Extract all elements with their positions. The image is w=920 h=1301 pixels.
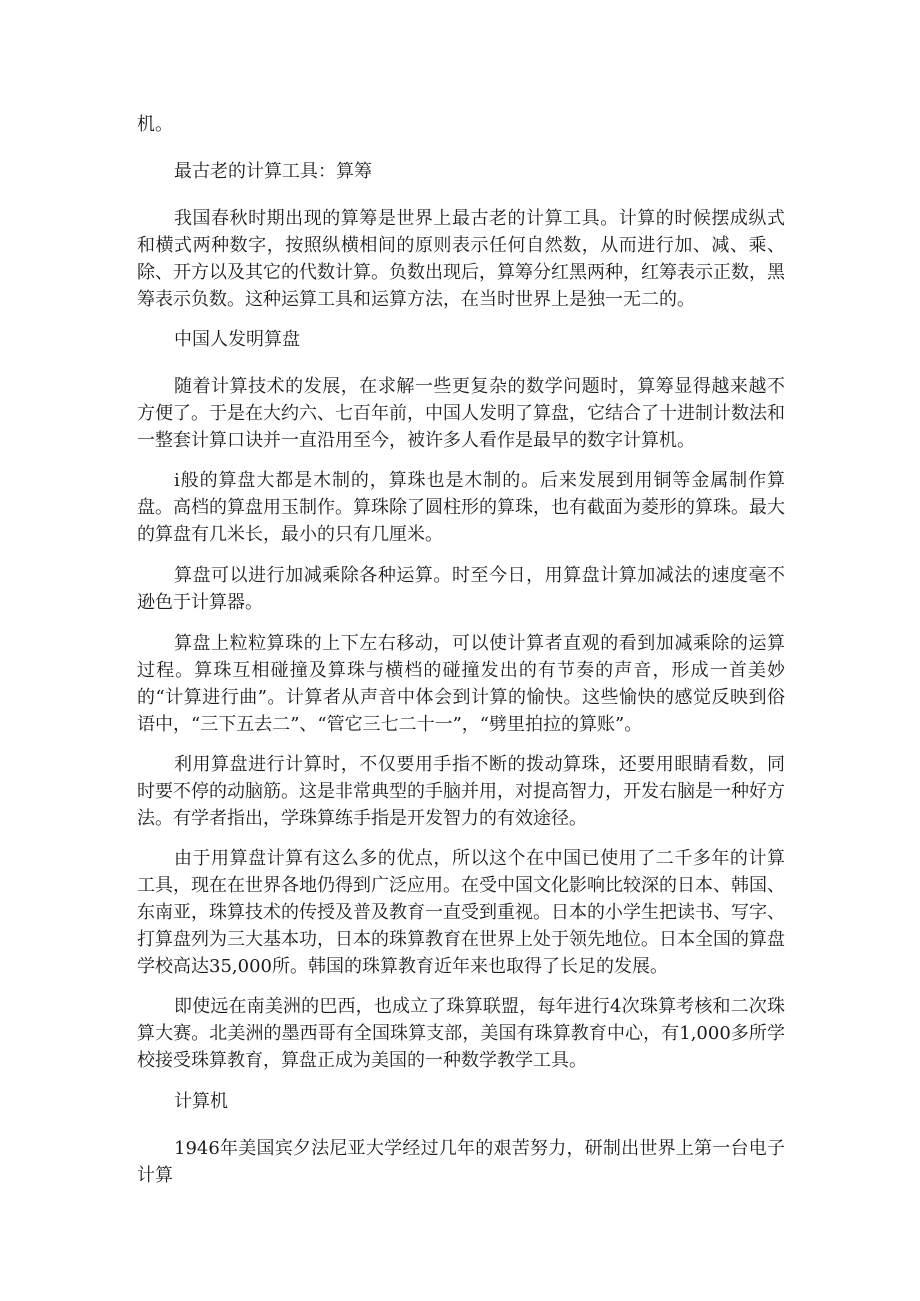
fragment-text: 机。 [137, 114, 173, 135]
paragraph-abacus-brain: 利用算盘进行计算时，不仅要用手指不断的拨动算珠，还要用眼睛看数，同时要不停的动脑筋。这是非常典型的手脑并用，对提高智力，开发右脑是一种好方法。有学者指出，学珠算练手指是开发智力的有效途径。 [137, 754, 785, 829]
paragraph-abacus-operations: 算盘可以进行加减乘除各种运算。时至今日，用算盘计算加减法的速度毫不逊色于计算器。 [137, 565, 785, 613]
paragraph-counting-rods: 我国春秋时期出现的算筹是世界上最古老的计算工具。计算的时候摆成纵式和横式两种数字，按照纵横相间的原则表示任何自然数，从而进行加、减、乘、除、开方以及其它的代数计算。负数出现后，算筹分红黑两种，红筹表示正数，黑筹表示负数。这种运算工具和运算方法，在当时世界上是独一无二的。 [137, 208, 785, 310]
paragraph-computer: 1946年美国宾夕法尼亚大学经过几年的艰苦努力，研制出世界上第一台电子计算 [137, 1138, 785, 1186]
paragraph-abacus-materials: i般的算盘大都是木制的，算珠也是木制的。后来发展到用铜等金属制作算盘。高档的算盘用玉制作。算珠除了圆柱形的算珠，也有截面为菱形的算珠。最大的算盘有几米长，最小的只有几厘米。 [137, 470, 785, 545]
paragraph-abacus-invention: 随着计算技术的发展，在求解一些更复杂的数学问题时，算筹显得越来越不方便了。于是在大约六、七百年前，中国人发明了算盘，它结合了十进制计数法和一整套计算口诀并一直沿用至今，被许多人看作是最早的数字计算机。 [137, 376, 785, 451]
paragraph-abacus-americas: 即使远在南美洲的巴西，也成立了珠算联盟，每年进行4次珠算考核和二次珠算大赛。北美洲的墨西哥有全国珠算支部，美国有珠算教育中心，有1,000多所学校接受珠算教育，算盘正成为美国的一种数学教学工具。 [137, 996, 785, 1071]
paragraph-abacus-sound: 算盘上粒粒算珠的上下左右移动，可以使计算者直观的看到加减乘除的运算过程。算珠互相碰撞及算珠与横档的碰撞发出的有节奏的声音，形成一首美妙的“计算进行曲”。计算者从声音中体会到计算的愉快。这些愉快的感觉反映到俗语中，“三下五去二”、“管它三七二十一”，“劈里拍拉的算账”。 [137, 633, 785, 735]
section-heading-abacus: 中国人发明算盘 [174, 329, 300, 350]
section-heading-computer: 计算机 [174, 1091, 228, 1112]
paragraph-abacus-worldwide: 由于用算盘计算有这么多的优点，所以这个在中国已使用了二千多年的计算工具，现在在世界各地仍得到广泛应用。在受中国文化影响比较深的日本、韩国、东南亚，珠算技术的传授及普及教育一直受到重视。日本的小学生把读书、写字、打算盘列为三大基本功，日本的珠算教育在世界上处于领先地位。日本全国的算盘学校高达35,000所。韩国的珠算教育近年来也取得了长足的发展。 [137, 848, 785, 977]
section-heading-counting-rods: 最古老的计算工具：算筹 [174, 161, 372, 182]
